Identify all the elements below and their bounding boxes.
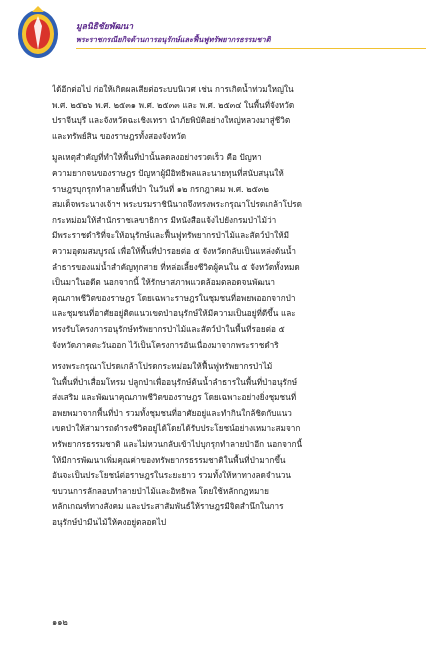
text-line: ให้มีการพัฒนาเพิ่มคุณค่าของทรัพยากรธรรมชาติในพื้นที่ป่ามากขึ้น — [52, 454, 286, 465]
page-number: ๑๑๒ — [52, 617, 68, 627]
paragraph — [52, 359, 392, 531]
text-line: คุณภาพชีวิตของราษฎร โดยเฉพาะราษฎรในชุมชนที่อพยพออกจากป่า — [52, 292, 296, 303]
foundation-emblem-icon — [14, 4, 62, 60]
text-line: ปราจีนบุรี และจังหวัดฉะเชิงเทรา นำภัยพิบัติอย่างใหญ่หลวงมาสู่ชีวิต — [52, 115, 291, 126]
text-line: ส่งเสริม และพัฒนาคุณภาพชีวิตของราษฎร โดยเฉพาะอย่างยิ่งชุมชนที่ — [52, 392, 297, 403]
text-line: มูลเหตุสำคัญที่ทำให้พื้นที่ป่านั้นลดลงอย่างรวดเร็ว คือ ปัญหา — [52, 152, 262, 163]
text-line: ทรงพระกรุณาโปรดเกล้าโปรดกระหม่อมให้ฟื้นฟูทรัพยากรป่าไม้ — [52, 361, 273, 372]
text-line: จังหวัดภาคตะวันออก ไว้เป็นโครงการอันเนื่องมาจากพระราชดำริ — [52, 339, 279, 350]
paragraph — [52, 82, 392, 144]
text-line: อนุรักษ์ป่ามีนไม้ให้คงอยู่ตลอดไป — [52, 517, 167, 528]
page-header — [10, 4, 422, 62]
document-body — [52, 82, 392, 531]
paragraph — [52, 150, 392, 353]
text-line: พ.ศ. ๒๕๒๖ พ.ศ. ๒๕๓๑ พ.ศ. ๒๕๓๓ และ พ.ศ. ๒๕๓๔ ในพื้นที่จังหวัด — [52, 99, 295, 110]
text-line: ทรงรับโครงการอนุรักษ์ทรัพยากรป่าไม้และสัตว์ป่าในพื้นที่รอยต่อ ๕ — [52, 323, 285, 334]
text-line: กระหม่อมให้สำนักราชเลขาธิการ มีหนังสือแจ้งไปยังกรมป่าไม้ว่า — [52, 214, 277, 225]
text-line: ลำธารของแม่น้ำสำคัญทุกสาย ที่หล่อเลี้ยงชีวิตผู้คนใน ๕ จังหวัดทั้งหมด — [52, 261, 300, 272]
text-line: ในพื้นที่ป่าเสื่อมโทรม ปลูกป่าเพื่ออนุรักษ์ต้นน้ำลำธารในพื้นที่ป่าอนุรักษ์ — [52, 376, 298, 387]
text-line: อพยพมาจากพื้นที่ป่า รวมทั้งชุมชนที่อาศัยอยู่และทำกินใกล้ชิดกับแนว — [52, 407, 292, 418]
text-line: อันจะเป็นประโยชน์ต่อราษฎรในระยะยาว รวมทั้งให้หาทางลดจำนวน — [52, 470, 292, 481]
page-subtitle: พระราชกรณียกิจด้านการอนุรักษ์และฟื้นฟูทรัพยากรธรรมชาติ — [76, 34, 426, 49]
text-line: ความอุดมสมบูรณ์ เพื่อให้พื้นที่ป่ารอยต่อ ๕ จังหวัดกลับเป็นแหล่งต้นน้ำ — [52, 245, 296, 256]
text-line: ได้อีกต่อไป ก่อให้เกิดผลเสียต่อระบบนิเวศ เช่น การเกิดน้ำท่วมใหญ่ใน — [52, 84, 294, 94]
text-line: และชุมชนที่อาศัยอยู่ติดแนวเขตป่าอนุรักษ์ให้มีความเป็นอยู่ที่ดีขึ้น และ — [52, 308, 296, 319]
text-line: หลักเกณฑ์ทางสังคม และประสาสัมพันธ์ให้ราษฎรมีจิตสำนึกในการ — [52, 501, 284, 512]
text-line: เขตป่าให้สามารถดำรงชีวิตอยู่ได้โดยได้รับประโยชน์อย่างเหมาะสมจาก — [52, 423, 301, 434]
text-line: เป็นมาในอดีต นอกจากนี้ ให้รักษาสภาพแวดล้อมตลอดจนพัฒนา — [52, 277, 275, 288]
text-line: และทรัพย์สิน ของราษฎรทั้งสองจังหวัด — [52, 130, 187, 141]
organization-name: มูลนิธิชัยพัฒนา — [76, 22, 134, 32]
text-line: ขบวนการลักลอบทำลายป่าไม้และอิทธิพล โดยใช้หลักกฎหมาย — [52, 485, 269, 496]
text-line: สมเด็จพระนางเจ้าฯ พระบรมราชินีนาถจึงทรงพระกรุณาโปรดเกล้าโปรด — [52, 199, 302, 210]
text-line: ความยากจนของราษฎร ปัญหาผู้มีอิทธิพลและนายทุนที่สนับสนุนให้ — [52, 167, 284, 178]
text-line: มีพระราชดำริที่จะให้อนุรักษ์และฟื้นฟูทรัพยากรป่าไม้และสัตว์ป่าให้มี — [52, 230, 290, 241]
text-line: ทรัพยากรธรรมชาติ และไม่หวนกลับเข้าไปบุกรุกทำลายป่าอีก นอกจากนี้ — [52, 439, 303, 450]
text-line: ราษฎรบุกรุกทำลายพื้นที่ป่า ในวันที่ ๑๒ กรกฎาคม พ.ศ. ๒๕๓๒ — [52, 183, 269, 194]
